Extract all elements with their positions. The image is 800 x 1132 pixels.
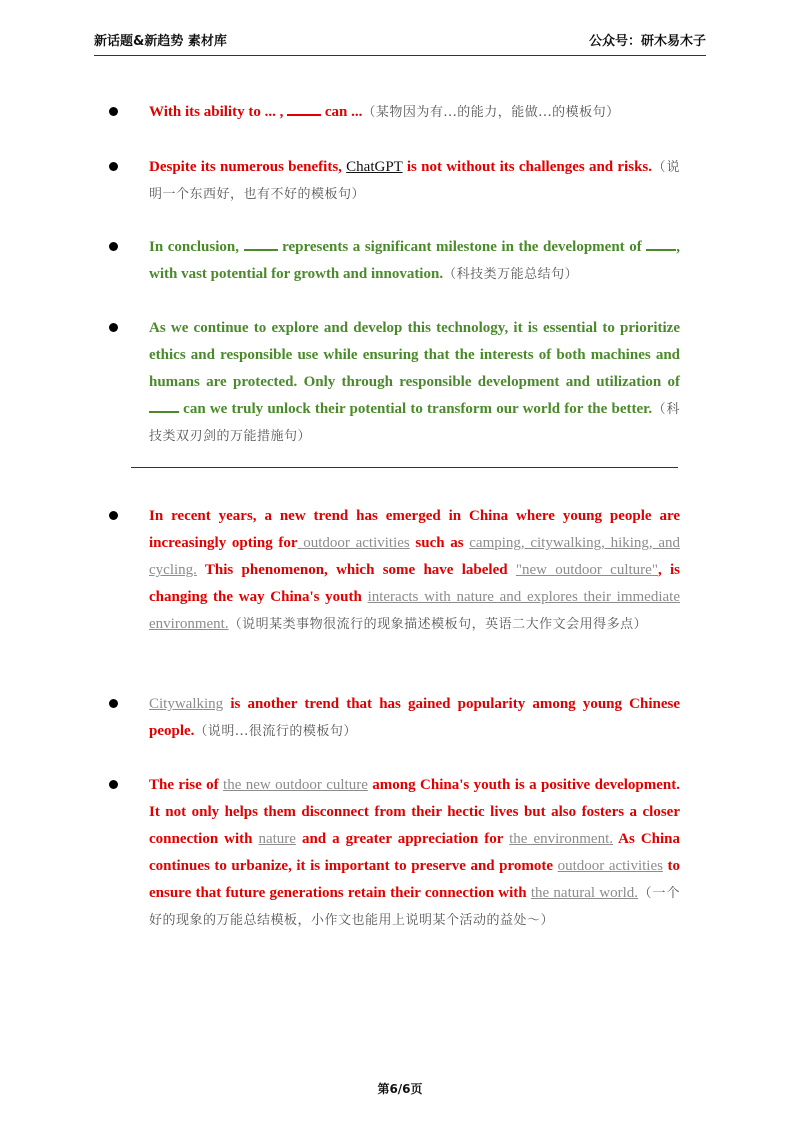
header-rule xyxy=(94,55,706,56)
blank-line xyxy=(244,235,278,251)
list-item xyxy=(118,99,680,126)
underlined-term: nature xyxy=(258,831,296,847)
underlined-term: interacts with nature and explores their immediate environment. xyxy=(149,589,680,632)
chinese-note: （科技类万能总结句） xyxy=(443,267,579,282)
chinese-note: （科技类双刃剑的万能措施句） xyxy=(149,402,680,444)
section-divider xyxy=(131,467,678,468)
item-text: The rise of the new outdoor culture among China's youth is a positive development. It not only helps them disconnect from their hectic lives but also fosters a closer connection with nature and a greater appreciation for the environment. As China continues to urbanize, it is important to preserve and promote outdoor activities to ensure that future generations retain their connection with the natural world.（一个好的现象的万能总结模板，小作文也能用上说明某个活动的益处～） xyxy=(149,777,681,928)
item-text: Citywalking is another trend that has gained popularity among young Chinese people.（说明...很流行的模板句） xyxy=(149,696,680,739)
chinese-note: （说明一个东西好，也有不好的模板句） xyxy=(149,160,681,202)
underlined-term: Citywalking xyxy=(149,696,224,712)
list-item xyxy=(118,154,680,208)
blank-line xyxy=(287,100,321,116)
blank-line xyxy=(149,397,179,413)
bullet-icon xyxy=(109,511,118,520)
bullet-icon xyxy=(109,780,118,789)
underlined-term: outdoor activities xyxy=(557,858,663,874)
page-header xyxy=(94,30,706,54)
item-text: Despite its numerous benefits, ChatGPT is not without its challenges and risks.（说明一个东西好，也有不好的模板句） xyxy=(149,159,681,202)
item-text: In recent years, a new trend has emerged in China where young people are increasingly opting for outdoor activities such as camping, citywalking, hiking, and cycling. This phenomenon, which some have labeled "new outdoor culture", is changing the way China's youth interacts with nature and explores their immediate environment.（说明某类事物很流行的现象描述模板句，英语二大作文会用得多点） xyxy=(149,508,680,632)
underlined-term: camping, citywalking, hiking, and cycling. xyxy=(149,535,680,578)
item-text: As we continue to explore and develop this technology, it is essential to prioritize ethics and responsible use while ensuring that the interests of both machines and humans are protected. Only through responsible development and utilization of can we truly unlock their potential to transform our world for the better.（科技类双刃剑的万能措施句） xyxy=(149,320,680,444)
underlined-term: "new outdoor culture" xyxy=(515,562,658,578)
list-item xyxy=(118,315,680,450)
underlined-term: the natural world. xyxy=(530,885,639,901)
list-item xyxy=(118,234,680,288)
header-left-title: 新话题&新趋势 素材库 xyxy=(94,34,227,49)
list-item xyxy=(118,503,680,638)
underlined-term: outdoor activities xyxy=(297,535,410,551)
underlined-term: ChatGPT xyxy=(346,159,403,175)
page-number: 第6/6页 xyxy=(377,1082,423,1096)
chinese-note: （一个好的现象的万能总结模板，小作文也能用上说明某个活动的益处～） xyxy=(149,886,680,928)
item-text: With its ability to ... , can ...（某物因为有...的能力，能做...的模板句） xyxy=(149,99,680,126)
bullet-icon xyxy=(109,699,118,708)
chinese-note: （说明...很流行的模板句） xyxy=(194,724,357,739)
bullet-icon xyxy=(109,242,118,251)
underlined-term: the environment. xyxy=(509,831,614,847)
bullet-icon xyxy=(109,162,118,171)
list-item xyxy=(118,772,680,934)
underlined-term: the new outdoor culture xyxy=(223,777,368,793)
list-item xyxy=(118,691,680,745)
chinese-note: （说明某类事物很流行的现象描述模板句，英语二大作文会用得多点） xyxy=(228,617,648,632)
header-right-title: 公众号：研木易木子 xyxy=(588,34,706,49)
blank-line xyxy=(646,235,676,251)
item-text: In conclusion, represents a significant milestone in the development of , with vast potential for growth and innovation.（科技类万能总结句） xyxy=(149,234,680,288)
bullet-icon xyxy=(109,107,118,116)
bullet-icon xyxy=(109,323,118,332)
chinese-note: （某物因为有...的能力，能做...的模板句） xyxy=(362,105,620,120)
